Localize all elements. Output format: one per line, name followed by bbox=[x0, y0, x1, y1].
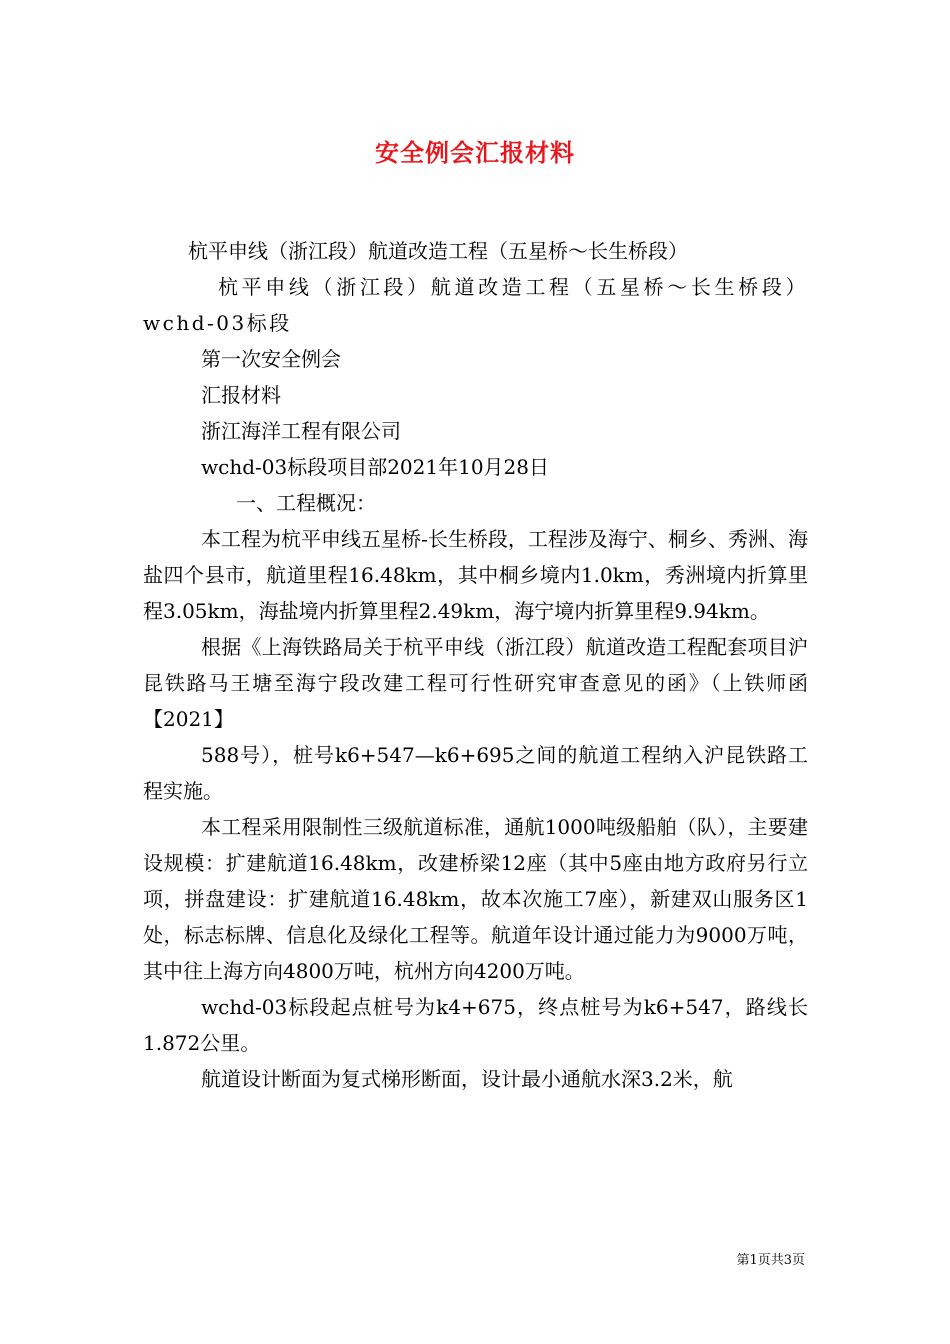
paragraph: 航道设计断面为复式梯形断面，设计最小通航水深3.2米，航 bbox=[201, 1067, 733, 1091]
document-title: 安全例会汇报材料 bbox=[375, 138, 575, 167]
page-number: 第1页共3页 bbox=[736, 1253, 805, 1268]
document-body bbox=[143, 233, 808, 1097]
heading-project: 杭平申线（浙江段）航道改造工程（五星桥～长生桥段） bbox=[188, 239, 688, 263]
report-line: 汇报材料 bbox=[201, 383, 281, 407]
paragraph: 588号），桩号k6+547—k6+695之间的航道工程纳入沪昆铁路工程实施。 bbox=[143, 743, 808, 803]
meeting-line: 第一次安全例会 bbox=[201, 347, 341, 371]
company-line: 浙江海洋工程有限公司 bbox=[201, 419, 401, 443]
section-heading: 一、工程概况： bbox=[236, 491, 376, 515]
paragraph: 本工程采用限制性三级航道标准，通航1000吨级船舶（队），主要建设规模：扩建航道16.48km，改建桥梁12座（其中5座由地方政府另行立项，拼盘建设：扩建航道16.48km，故本次施工7座），新建双山服务区1处，标志标牌、信息化及绿化工程等。航道年设计通过能力为9000万吨，其中往上海方向4800万吨，杭州方向4200万吨。 bbox=[143, 815, 808, 983]
paragraph: 根据《上海铁路局关于杭平申线（浙江段）航道改造工程配套项目沪昆铁路马王塘至海宁段改建工程可行性研究审查意见的函》（上铁师函【2021】 bbox=[143, 635, 808, 731]
dept-date-line: wchd-03标段项目部2021年10月28日 bbox=[201, 455, 550, 479]
heading-section: 杭平申线（浙江段）航道改造工程（五星桥～长生桥段）wchd-03标段 bbox=[143, 275, 808, 335]
paragraph: 本工程为杭平申线五星桥-长生桥段，工程涉及海宁、桐乡、秀洲、海盐四个县市，航道里程16.48km，其中桐乡境内1.0km，秀洲境内折算里程3.05km，海盐境内折算里程2.49km，海宁境内折算里程9.94km。 bbox=[143, 527, 808, 623]
paragraph: wchd-03标段起点桩号为k4+675，终点桩号为k6+547，路线长1.872公里。 bbox=[143, 995, 808, 1055]
